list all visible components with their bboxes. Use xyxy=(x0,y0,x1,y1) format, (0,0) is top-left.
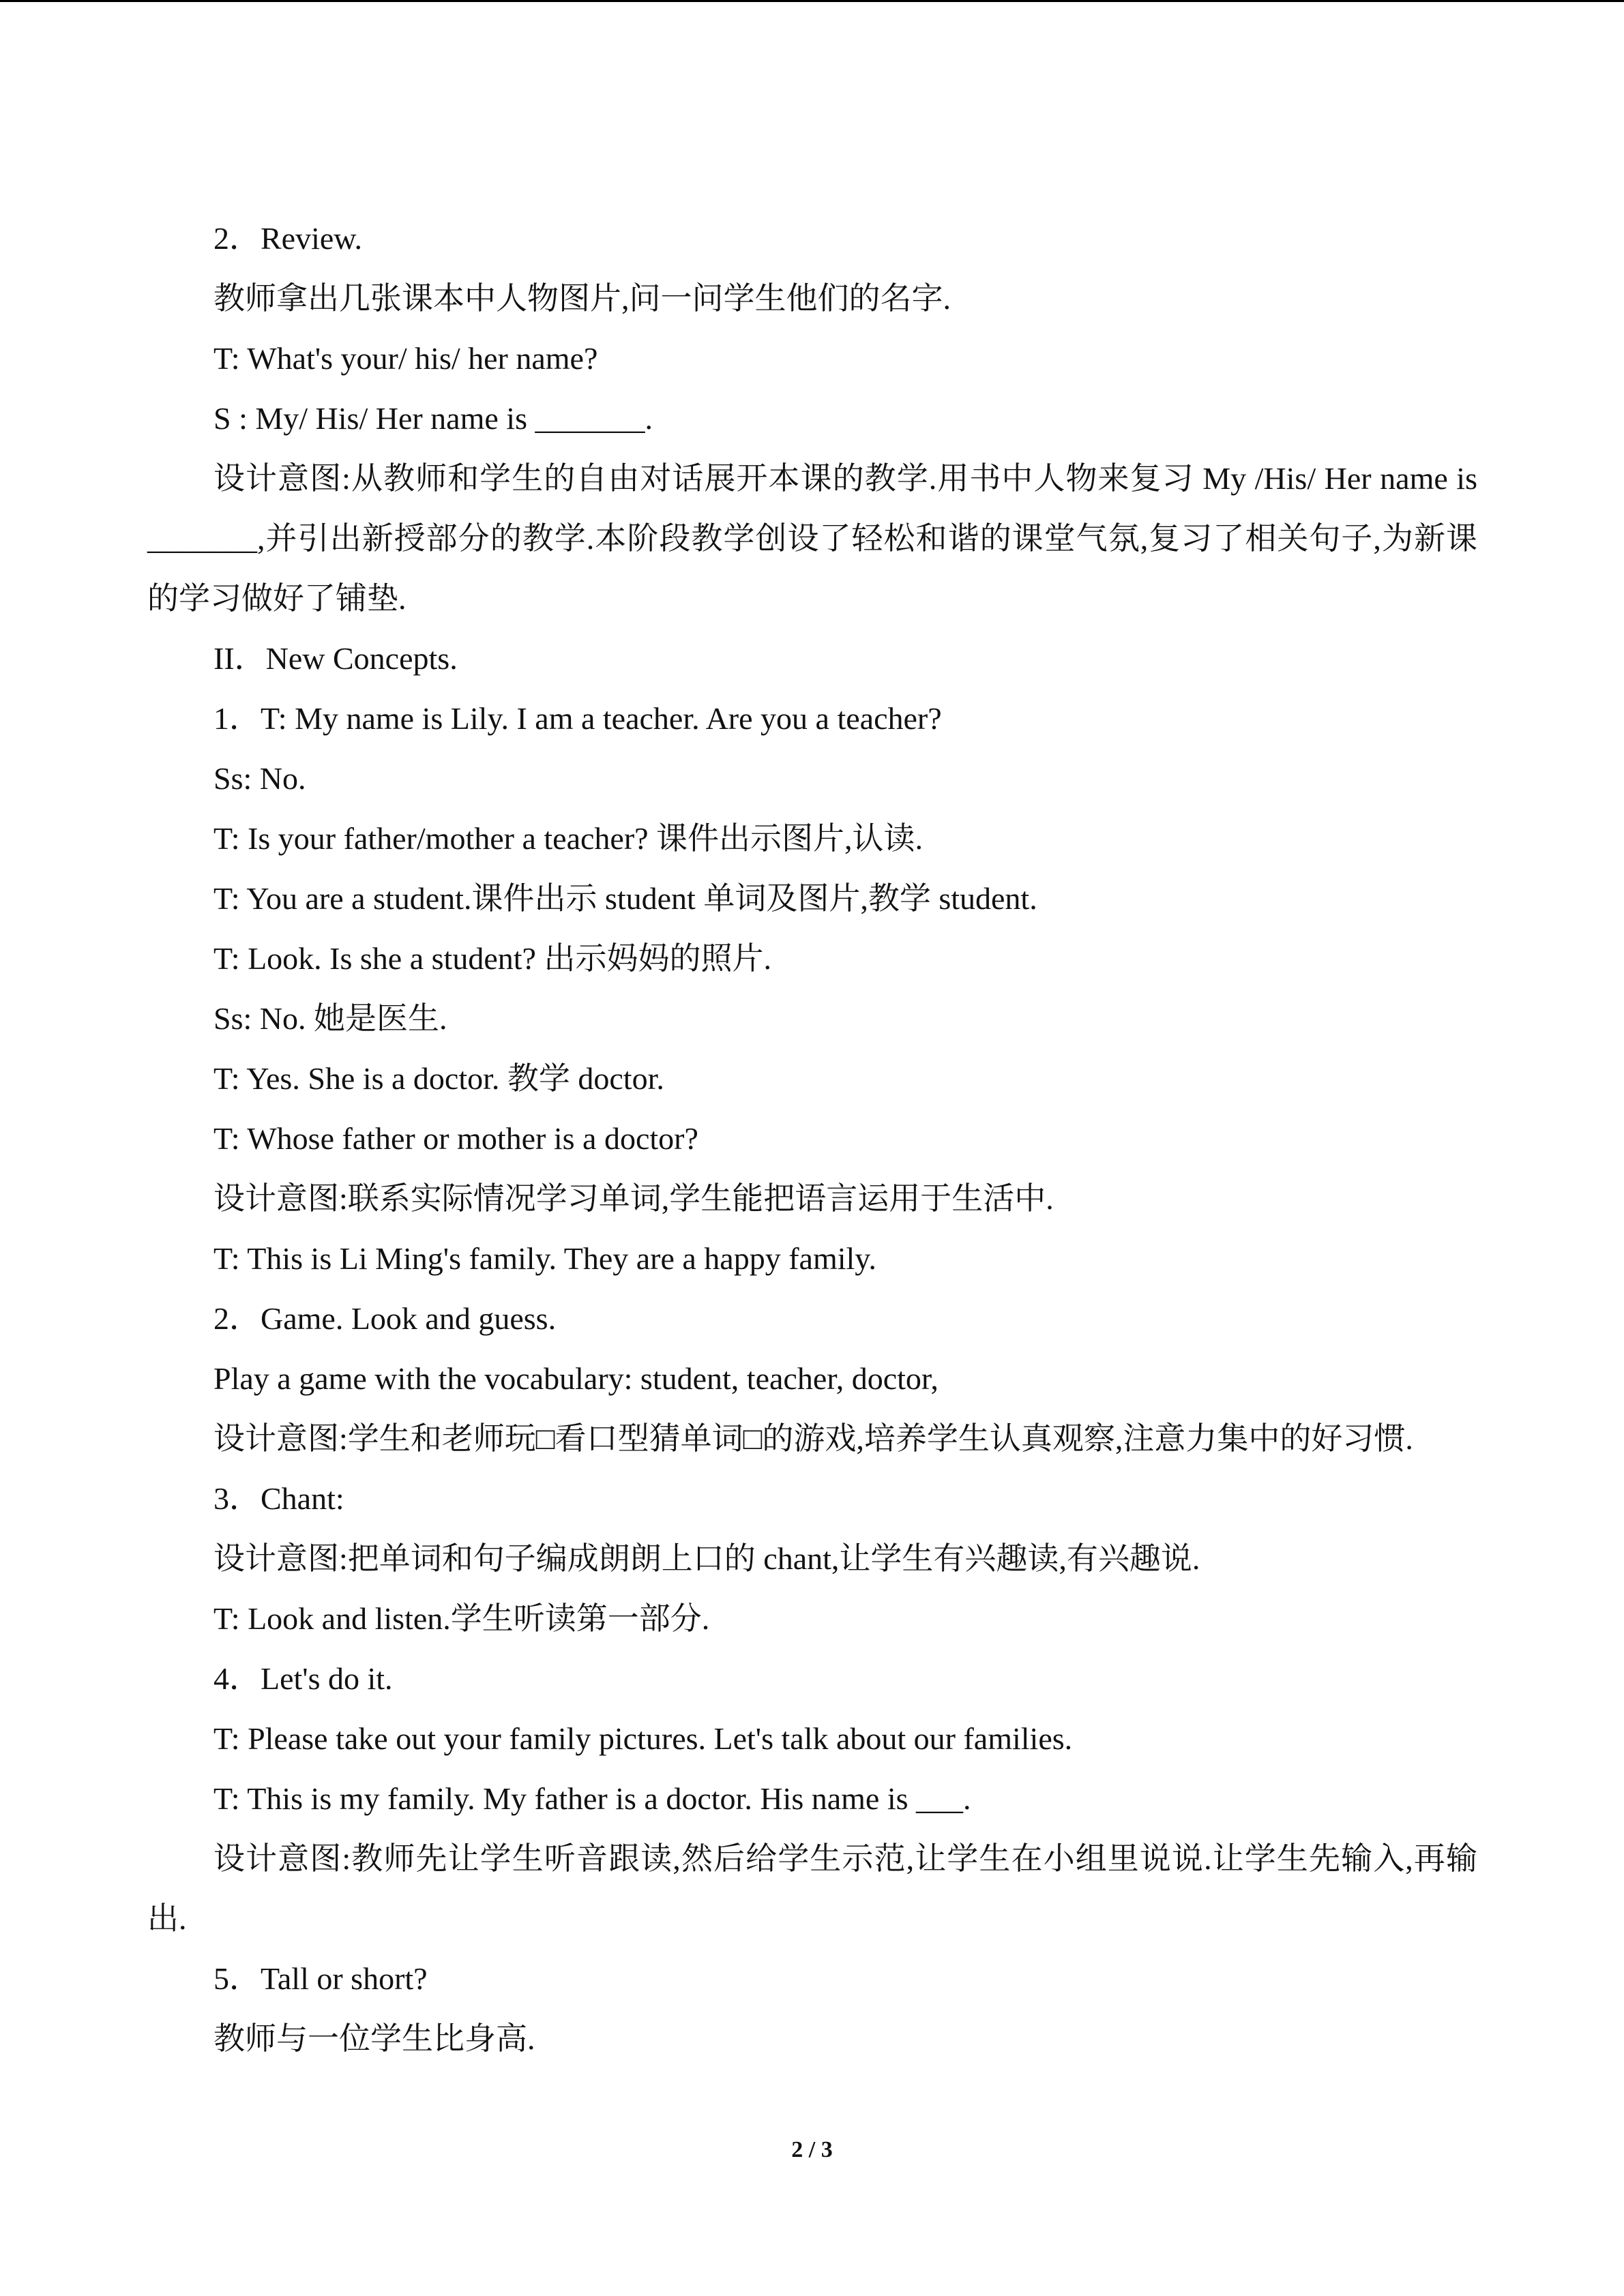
design-intent-line: 设计意图:联系实际情况学习单词,学生能把语言运用于生活中. xyxy=(213,1181,1054,1216)
dialogue-line: T: Yes. She is a doctor. 教学 doctor. xyxy=(213,1061,664,1096)
document-body xyxy=(147,209,1477,2069)
dialogue-line: Ss: No. xyxy=(213,761,306,796)
top-border-line xyxy=(0,0,1624,2)
dialogue-line: T: What's your/ his/ her name? xyxy=(213,341,598,376)
dialogue-line: T: This is Li Ming's family. They are a happy family. xyxy=(213,1241,876,1276)
text-line: Play a game with the vocabulary: student, teacher, doctor, xyxy=(213,1361,939,1396)
design-intent-paragraph: 设计意图:从教师和学生的自由对话展开本课的教学.用书中人物来复习 My /His/ Her name is _______,并引出新授部分的教学.本阶段教学创设了轻松和谐的课堂气氛,复习了相关句子,为新课的学习做好了铺垫. xyxy=(147,461,1477,616)
tall-or-short-heading: 5．Tall or short? xyxy=(213,1961,428,1996)
dialogue-line: T: Please take out your family pictures. Let's talk about our families. xyxy=(213,1721,1073,1756)
dialogue-line: T: Look and listen.学生听读第一部分. xyxy=(213,1601,710,1636)
text-line: 教师拿出几张课本中人物图片,问一问学生他们的名字. xyxy=(213,281,951,316)
dialogue-line: T: Look. Is she a student? 出示妈妈的照片. xyxy=(213,941,771,976)
text-line: 教师与一位学生比身高. xyxy=(213,2021,535,2056)
lets-do-it-heading: 4．Let's do it. xyxy=(213,1661,393,1696)
chant-heading: 3．Chant: xyxy=(213,1481,344,1516)
dialogue-line: S : My/ His/ Her name is _______. xyxy=(213,401,653,436)
design-intent-line: 设计意图:学生和老师玩□看口型猜单词□的游戏,培养学生认真观察,注意力集中的好习惯. xyxy=(213,1421,1413,1456)
dialogue-line: T: Is your father/mother a teacher? 课件出示图片,认读. xyxy=(213,821,924,856)
dialogue-line: T: This is my family. My father is a doctor. His name is ___. xyxy=(213,1781,971,1816)
dialogue-line: Ss: No. 她是医生. xyxy=(213,1001,447,1036)
new-concepts-heading: II．New Concepts. xyxy=(213,641,458,676)
dialogue-line: 1．T: My name is Lily. I am a teacher. Are you a teacher? xyxy=(213,701,942,736)
review-heading: 2．Review. xyxy=(213,221,363,256)
dialogue-line: T: Whose father or mother is a doctor? xyxy=(213,1121,698,1156)
design-intent-line: 设计意图:把单词和句子编成朗朗上口的 chant,让学生有兴趣读,有兴趣说. xyxy=(213,1541,1200,1576)
game-heading: 2．Game. Look and guess. xyxy=(213,1301,557,1336)
page-number: 2 / 3 xyxy=(791,2137,833,2162)
design-intent-paragraph: 设计意图:教师先让学生听音跟读,然后给学生示范,让学生在小组里说说.让学生先输入,再输出. xyxy=(147,1841,1477,1936)
dialogue-line: T: You are a student.课件出示 student 单词及图片,教学 student. xyxy=(213,881,1037,916)
